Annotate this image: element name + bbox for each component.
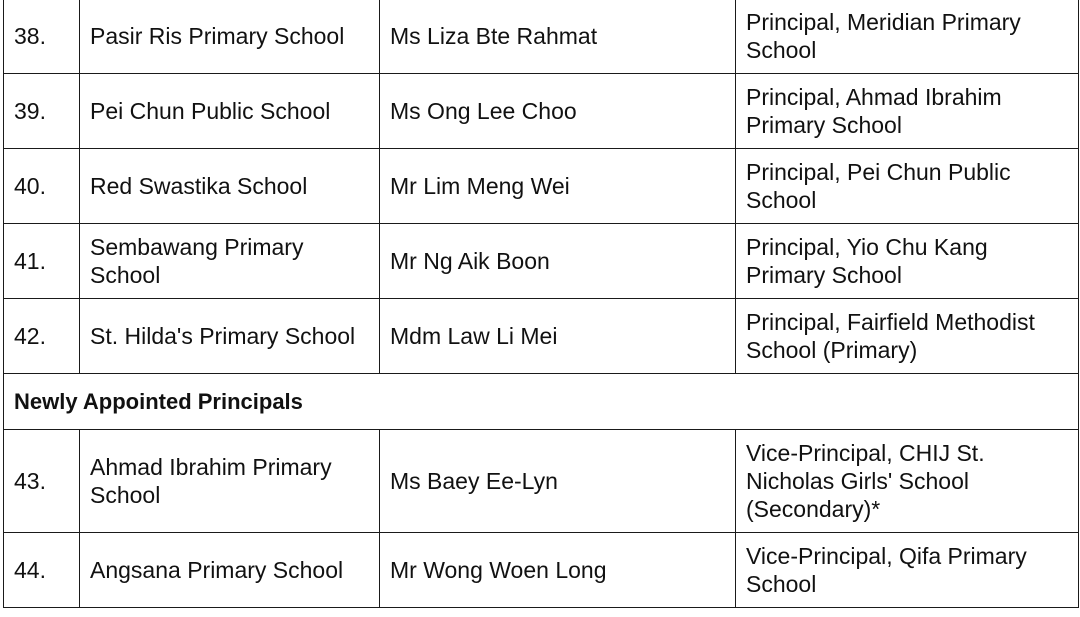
- row-number: 43.: [4, 430, 80, 533]
- principal-appointments-table: [3, 0, 1079, 608]
- table-row: [4, 0, 1079, 74]
- row-number: 41.: [4, 224, 80, 299]
- school-cell: Pasir Ris Primary School: [80, 0, 380, 74]
- row-number: 44.: [4, 533, 80, 608]
- principal-name-cell: Ms Ong Lee Choo: [380, 74, 736, 149]
- previous-appointment-cell: Principal, Ahmad Ibrahim Primary School: [736, 74, 1079, 149]
- principal-name-cell: Ms Baey Ee-Lyn: [380, 430, 736, 533]
- school-cell: Red Swastika School: [80, 149, 380, 224]
- principal-name-cell: Ms Liza Bte Rahmat: [380, 0, 736, 74]
- table-row: [4, 74, 1079, 149]
- previous-appointment-cell: Principal, Fairfield Methodist School (Primary): [736, 299, 1079, 374]
- row-number: 38.: [4, 0, 80, 74]
- principal-name-cell: Mr Wong Woen Long: [380, 533, 736, 608]
- table-row: [4, 149, 1079, 224]
- principal-name-cell: Mdm Law Li Mei: [380, 299, 736, 374]
- table-row: [4, 430, 1079, 533]
- previous-appointment-cell: Vice-Principal, CHIJ St. Nicholas Girls' School (Secondary)*: [736, 430, 1079, 533]
- table-row: [4, 299, 1079, 374]
- school-cell: Ahmad Ibrahim Primary School: [80, 430, 380, 533]
- school-cell: Sembawang Primary School: [80, 224, 380, 299]
- row-number: 39.: [4, 74, 80, 149]
- table-row: [4, 533, 1079, 608]
- principal-name-cell: Mr Ng Aik Boon: [380, 224, 736, 299]
- previous-appointment-cell: Principal, Yio Chu Kang Primary School: [736, 224, 1079, 299]
- previous-appointment-cell: Vice-Principal, Qifa Primary School: [736, 533, 1079, 608]
- previous-appointment-cell: Principal, Meridian Primary School: [736, 0, 1079, 74]
- school-cell: Angsana Primary School: [80, 533, 380, 608]
- table-row: [4, 224, 1079, 299]
- school-cell: St. Hilda's Primary School: [80, 299, 380, 374]
- section-heading: Newly Appointed Principals: [4, 374, 1079, 430]
- principal-name-cell: Mr Lim Meng Wei: [380, 149, 736, 224]
- section-heading-row: [4, 374, 1079, 430]
- row-number: 40.: [4, 149, 80, 224]
- school-cell: Pei Chun Public School: [80, 74, 380, 149]
- previous-appointment-cell: Principal, Pei Chun Public School: [736, 149, 1079, 224]
- row-number: 42.: [4, 299, 80, 374]
